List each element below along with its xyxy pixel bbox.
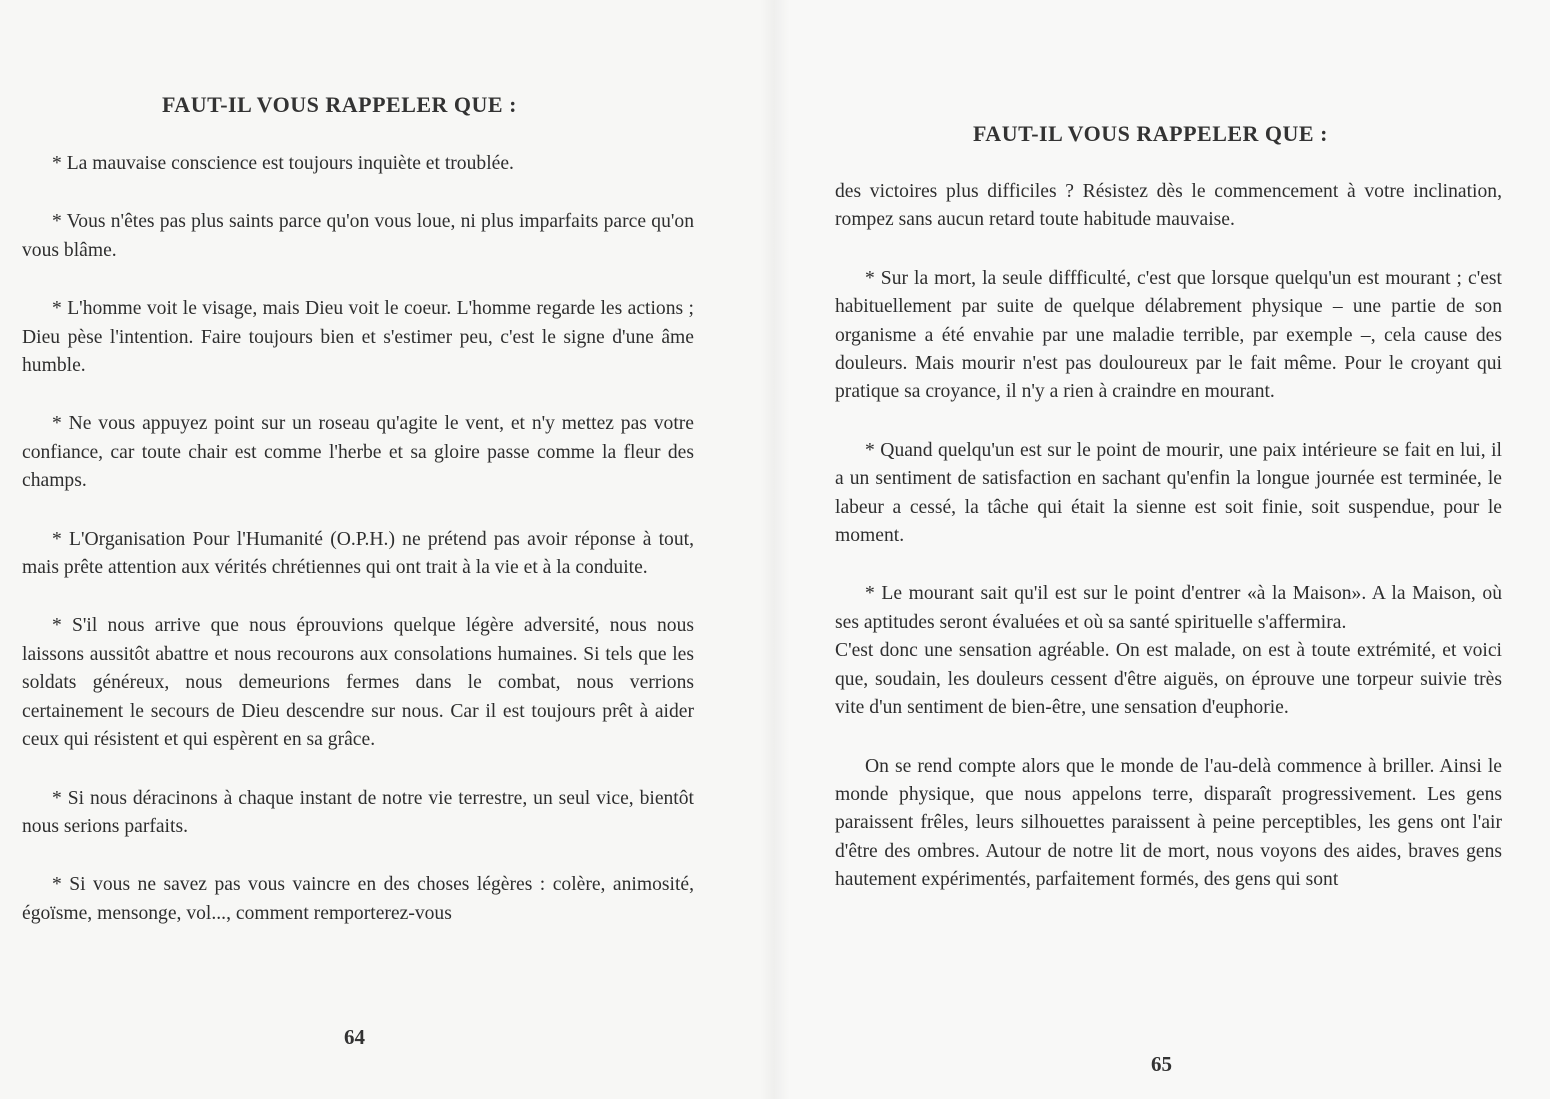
continuation-paragraph: des victoires plus difficiles ? Résistez dès le commencement à votre inclination, rompez sans aucun retard toute habitude mauvaise. (835, 181, 1502, 231)
page-heading: FAUT-IL VOUS RAPPELER QUE : (973, 121, 1328, 146)
paragraph: * Si nous déracinons à chaque instant de notre vie terrestre, un seul vice, bientôt nous serions parfaits. (22, 787, 694, 837)
page-number: 65 (1151, 1052, 1172, 1076)
paragraph: On se rend compte alors que le monde de l'au-delà commence à briller. Ainsi le monde physique, que nous appelons terre, disparaît progressivement. Les gens paraissent frêles, leurs silhouettes paraissent à peine perceptibles, les gens ont l'air d'être des ombres. Autour de notre lit de mort, nous voyons des aides, braves gens hautement expérimentés, parfaitement formés, des gens qui sont (835, 755, 1502, 891)
paragraph: C'est donc une sensation agréable. On est malade, on est à toute extrémité, et voici que, soudain, les douleurs cessent d'être aiguës, on éprouve une torpeur suivie très vite d'un sentiment de bien-être, une sensation d'euphorie. (835, 640, 1502, 719)
paragraph: * S'il nous arrive que nous éprouvions quelque légère adversité, nous nous laissons aussitôt abattre et nous recourons aux consolations humaines. Si tels que les soldats généreux, nous demeurions fermes dans le combat, nous verrions certainement le secours de Dieu descendre sur nous. Car il est toujours prêt à aider ceux qui résistent et qui espèrent en sa grâce. (22, 615, 694, 751)
paragraph: * Vous n'êtes pas plus saints parce qu'on vous loue, ni plus imparfaits parce qu'on vous blâme. (22, 211, 694, 261)
page-text (22, 150, 694, 958)
paragraph: * Sur la mort, la seule diffficulté, c'est que lorsque quelqu'un est mourant ; c'est habituellement par suite de quelque délabrement physique – une partie de son organisme a été envahie par une maladie terrible, par exemple –, cela cause des douleurs. Mais mourir n'est pas douloureux par le fait même. Pour le croyant qui pratique sa croyance, il n'y a rien à craindre en mourant. (835, 267, 1502, 403)
page-heading: FAUT-IL VOUS RAPPELER QUE : (162, 92, 517, 117)
right-page (775, 0, 1550, 1099)
paragraph: * Quand quelqu'un est sur le point de mourir, une paix intérieure se fait en lui, il a un sentiment de satisfaction en sachant qu'enfin la longue journée est terminée, le labeur a cessé, la tâche qui était la sienne est soit finie, soit suspendue, pour le moment. (835, 439, 1502, 547)
paragraph: * L'Organisation Pour l'Humanité (O.P.H.) ne prétend pas avoir réponse à tout, mais prête attention aux vérités chrétiennes qui ont trait à la vie et à la conduite. (22, 528, 694, 579)
page-number: 64 (344, 1025, 365, 1049)
paragraph: * L'homme voit le visage, mais Dieu voit le coeur. L'homme regarde les actions ; Dieu pèse l'intention. Faire toujours bien et s'estimer peu, c'est le signe d'une âme humble. (22, 298, 694, 377)
paragraph: * La mauvaise conscience est toujours inquiète et troublée. (52, 153, 514, 174)
paragraph: * Le mourant sait qu'il est sur le point d'entrer «à la Maison». A la Maison, où ses aptitudes seront évaluées et où sa santé spirituelle s'affermira. (835, 583, 1502, 633)
page-text (835, 178, 1502, 925)
paragraph: * Ne vous appuyez point sur un roseau qu'agite le vent, et n'y mettez pas votre confiance, car toute chair est comme l'herbe et sa gloire passe comme la fleur des champs. (22, 413, 694, 492)
book-gutter (760, 0, 790, 1099)
paragraph: * Si vous ne savez pas vous vaincre en des choses légères : colère, animosité, égoïsme, mensonge, vol..., comment remporterez-vous (22, 874, 694, 924)
